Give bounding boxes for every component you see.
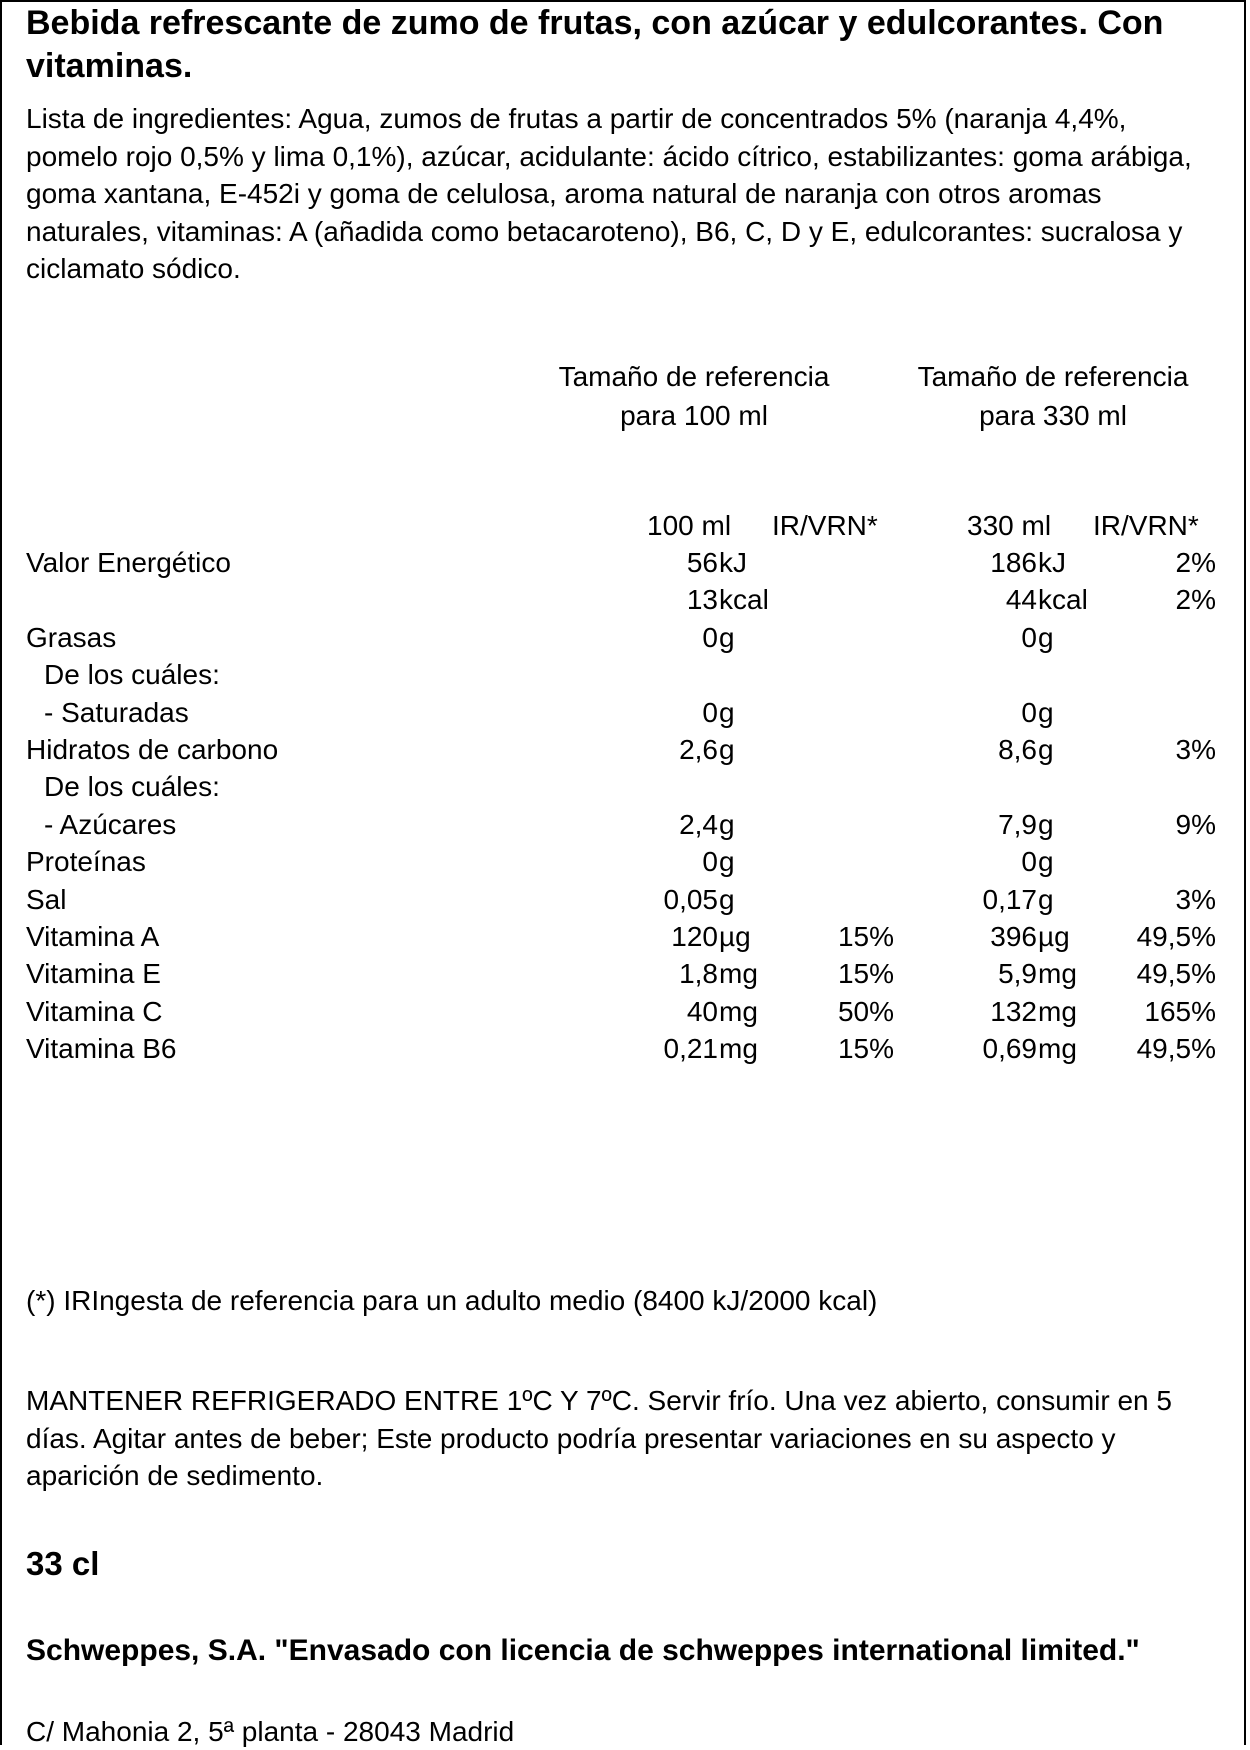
value-330ml: 8,6 [998,734,1037,765]
value-100ml: 56 [686,547,718,578]
unit-330ml: g [1038,808,1054,840]
column-header-100ml: 100 ml [647,510,732,541]
column-header-ir-100: IR/VRN* [772,510,878,541]
nutrient-label: Sal [26,883,67,915]
value-100ml: 0 [702,621,718,653]
unit-100ml: mg [719,958,758,990]
company-name: Schweppes, S.A. "Envasado con licencia de schweppes international limited." [26,1634,1140,1667]
value-330ml: 396 [990,921,1037,952]
unit-100ml: g [719,696,735,728]
column-header-ir-330: IR/VRN* [1093,510,1199,541]
unit-100ml: mg [719,1033,758,1065]
value-330ml: 0 [1021,621,1037,653]
value-100ml: 0,05 [663,883,718,915]
ir-330ml: 49,5% [1136,958,1216,990]
value-100ml: 120 [671,921,718,952]
reference-size-100-header [514,357,874,435]
unit-330ml: µg [1038,921,1070,952]
reference-size-330-line1: Tamaño de referencia [917,361,1189,392]
nutrient-label: Valor Energético [26,547,231,578]
nutrient-label: Hidratos de carbono [26,734,279,765]
unit-100ml: g [719,734,735,765]
ir-330ml: 3% [1175,883,1216,915]
unit-330ml: g [1038,883,1054,915]
nutrient-label: - Saturadas [44,696,189,728]
value-330ml: 0,69 [982,1033,1037,1065]
value-330ml: 0 [1021,696,1037,728]
net-volume: 33 cl [26,1545,100,1582]
ir-330ml: 2% [1175,584,1216,616]
value-330ml: 132 [990,995,1037,1027]
nutrient-label: Vitamina E [26,958,161,990]
ir-footnote: (*) IRIngesta de referencia para un adulto medio (8400 kJ/2000 kcal) [26,1285,878,1316]
value-330ml: 5,9 [998,958,1037,990]
value-100ml: 40 [686,995,718,1027]
nutrient-label: Grasas [26,621,117,653]
product-title: Bebida refrescante de zumo de frutas, con azúcar y edulcorantes. Con vitaminas. [26,4,1164,85]
ir-330ml: 165% [1144,995,1216,1027]
ir-100ml: 15% [837,921,894,952]
unit-330ml: g [1038,846,1054,878]
unit-100ml: µg [719,921,751,952]
reference-size-100-line1: Tamaño de referencia [558,361,830,392]
ir-100ml: 50% [837,995,894,1027]
value-100ml: 0,21 [663,1033,718,1065]
value-330ml: 0,17 [982,883,1037,915]
unit-100ml: g [719,846,735,878]
unit-330ml: mg [1038,995,1077,1027]
unit-100ml: g [719,808,735,840]
ir-330ml: 49,5% [1136,1033,1216,1065]
value-100ml: 0 [702,846,718,878]
ingredients-list: Lista de ingredientes: Agua, zumos de frutas a partir de concentrados 5% (naranja 4,4%, pomelo rojo 0,5% y lima 0,1%), azúcar, acidulante: ácido cítrico, estabilizantes: goma arábiga, goma xantana, E-452i y goma de celulosa, aroma natural de naranja con otros aromas naturales, vitaminas: A (añadida como betacaroteno), B6, C, D y E, edulcorantes: sucralosa y ciclamato sódico. [26,103,1192,285]
storage-instructions: MANTENER REFRIGERADO ENTRE 1ºC Y 7ºC. Servir frío. Una vez abierto, consumir en 5 días. Agitar antes de beber; Este producto podría presentar variaciones en su aspecto y aparición de sedimento. [26,1385,1172,1492]
nutrient-label: De los cuáles: [44,659,220,691]
nutrient-label: Vitamina B6 [26,1033,177,1065]
ir-330ml: 49,5% [1136,921,1216,952]
nutrient-label: Proteínas [26,846,146,878]
unit-100ml: g [719,883,735,915]
value-100ml: 2,6 [679,734,718,765]
nutrient-label: Vitamina A [26,921,160,952]
reference-size-100-line2: para 100 ml [620,400,768,431]
unit-330ml: mg [1038,1033,1077,1065]
unit-330ml: g [1038,734,1054,765]
value-100ml: 1,8 [679,958,718,990]
value-330ml: 7,9 [998,808,1037,840]
unit-100ml: g [719,621,735,653]
ir-100ml: 15% [837,958,894,990]
ir-100ml: 15% [837,1033,894,1065]
nutrient-label: De los cuáles: [44,771,220,803]
ir-330ml: 9% [1175,808,1216,840]
value-100ml: 2,4 [679,808,718,840]
nutrient-label: Vitamina C [26,995,163,1027]
reference-size-330-line2: para 330 ml [979,400,1127,431]
unit-330ml: g [1038,696,1054,728]
value-100ml: 0 [702,696,718,728]
unit-330ml: kJ [1038,547,1066,578]
company-address: C/ Mahonia 2, 5ª planta - 28043 Madrid [26,1716,515,1747]
value-330ml: 0 [1021,846,1037,878]
nutrient-label: - Azúcares [44,808,177,840]
reference-size-330-header [873,357,1233,435]
value-330ml: 186 [990,547,1037,578]
value-330ml: 44 [1005,584,1037,616]
unit-100ml: kcal [719,584,769,616]
value-100ml: 13 [686,584,718,616]
unit-100ml: mg [719,995,758,1027]
ir-330ml: 2% [1175,547,1216,578]
ir-330ml: 3% [1175,734,1216,765]
unit-100ml: kJ [719,547,747,578]
unit-330ml: g [1038,621,1054,653]
column-header-330ml: 330 ml [967,510,1052,541]
unit-330ml: kcal [1038,584,1088,616]
unit-330ml: mg [1038,958,1077,990]
